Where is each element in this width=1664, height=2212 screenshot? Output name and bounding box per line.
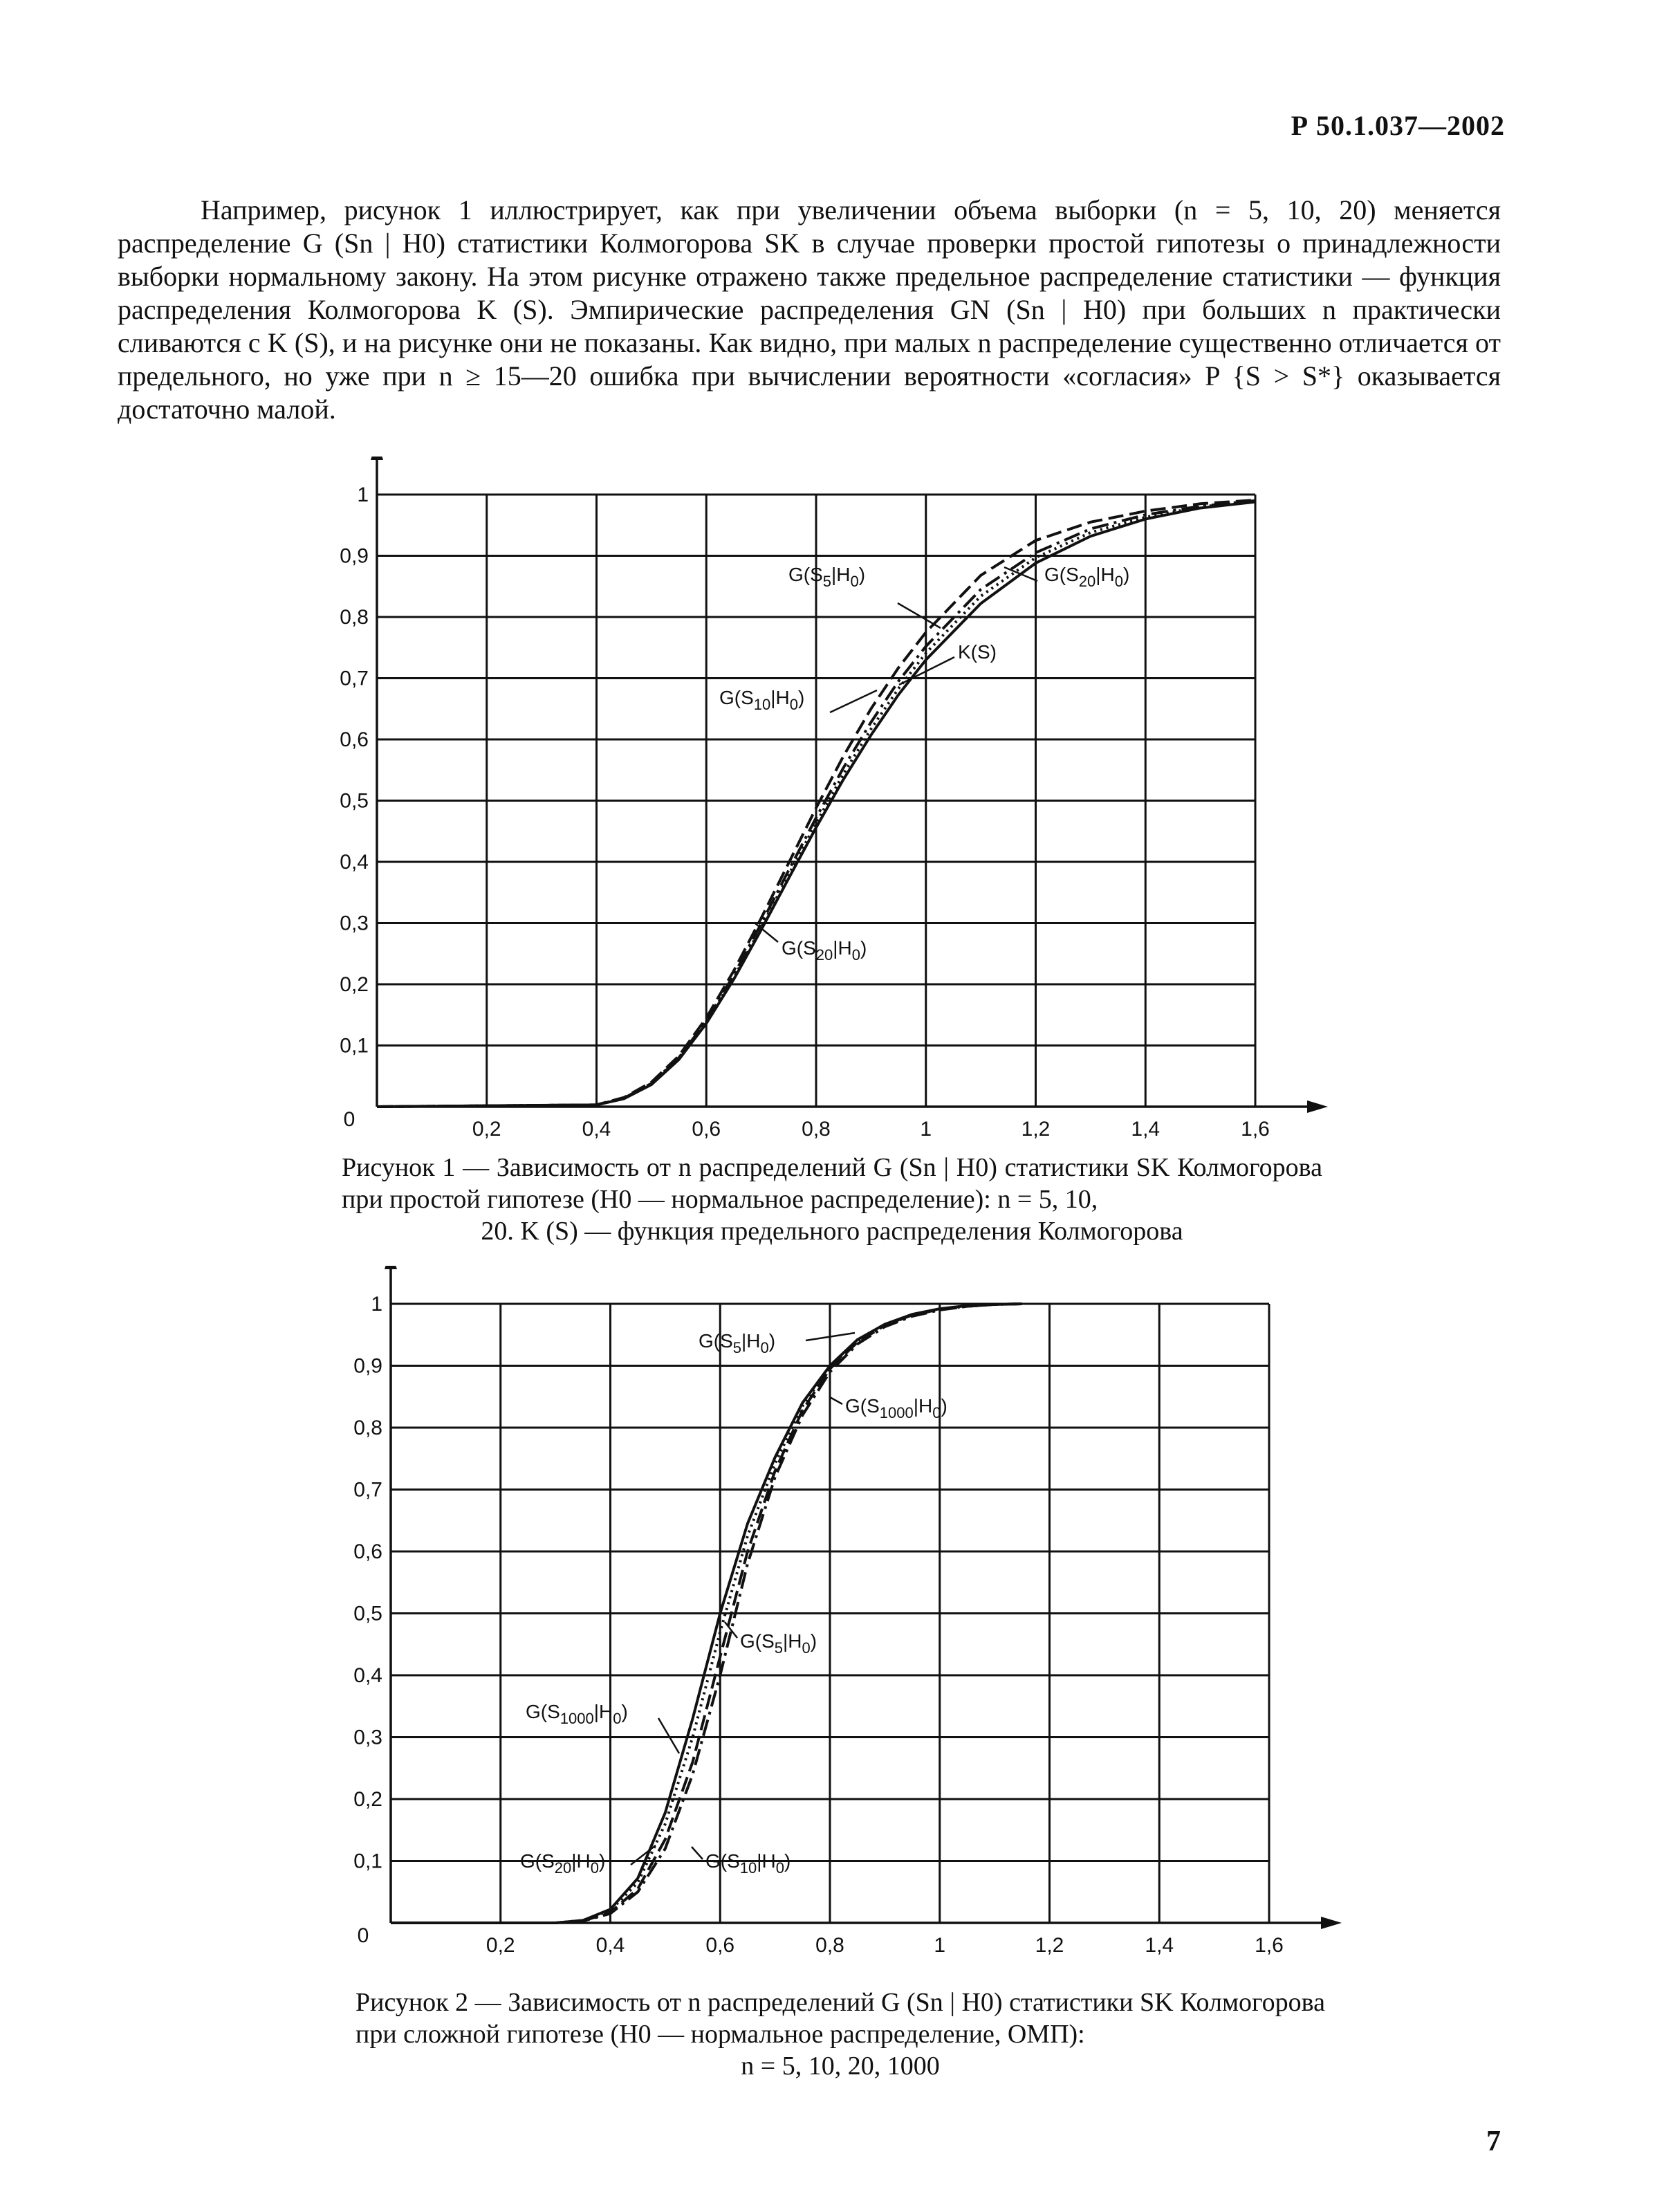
- y-tick-label: 0,7: [340, 667, 369, 690]
- y-tick-label: 0,9: [340, 544, 369, 568]
- intro-paragraph: [118, 194, 1501, 426]
- y-axis-arrow: [371, 457, 383, 460]
- x-tick-label: 0,8: [802, 1118, 831, 1141]
- figure-1-chart: [0, 457, 1664, 1148]
- y-axis-arrow: [385, 1266, 397, 1269]
- y-tick-label: 0,5: [353, 1602, 382, 1625]
- x-tick-label: 1,4: [1131, 1118, 1161, 1141]
- annotation-leader: [658, 1718, 679, 1753]
- x-tick-label: 0,4: [582, 1118, 611, 1141]
- y-tick-label: 0,5: [340, 789, 369, 813]
- y-tick-label: 1: [357, 483, 369, 506]
- annotation-label: $G(S_{20}|H_0)$: [1044, 564, 1130, 590]
- annotation-label: $G(S_{10}|H_0)$: [705, 1850, 791, 1877]
- x-tick-label: 1: [920, 1118, 932, 1141]
- x-tick-label: 0,6: [705, 1934, 735, 1957]
- annotation-label: $G(S_{20}|H_0)$: [520, 1850, 606, 1877]
- y-tick-label: 0,2: [353, 1788, 382, 1811]
- y-tick-label: 0,3: [353, 1726, 382, 1749]
- figure-2-chart: [0, 1266, 1664, 1971]
- x-tick-label: 1,6: [1255, 1934, 1284, 1957]
- origin-label: 0: [357, 1924, 369, 1947]
- annotation-label: $G(S_{10}|H_0)$: [719, 687, 805, 713]
- document-code: Р 50.1.037—2002: [1291, 110, 1505, 141]
- x-tick-label: 1,2: [1035, 1934, 1064, 1957]
- annotation-label: $G(S_5|H_0)$: [699, 1330, 776, 1356]
- y-tick-label: 0,3: [340, 912, 369, 935]
- y-tick-label: 0,1: [340, 1034, 369, 1058]
- intro-text: Например, рисунок 1 иллюстрирует, как при увеличении объема выборки (n = 5, 10, 20) меняется распределение G (Sn | H0) статистики Колмогорова SK в случае проверки простой гипотезы о принадлежности выборки нормальному закону. На этом рисунке отражено также предельное распределение статистики — функция распределения Колмогорова K (S). Эмпирические распределения GN (Sn | H0) при больших n практически сливаются с K (S), и на рисунке они не показаны. Как видно, при малых n распределение существенно отличается от предельного, но уже при n ≥ 15—20 ошибка при вычислении вероятности «согласия» P {S > S*} оказывается достаточно малой.: [118, 194, 1501, 425]
- origin-label: 0: [343, 1108, 355, 1131]
- annotation-label: K(S): [958, 641, 997, 663]
- x-tick-label: 1: [934, 1934, 946, 1957]
- x-tick-label: 0,8: [815, 1934, 844, 1957]
- y-tick-label: 0,1: [353, 1850, 382, 1873]
- x-tick-label: 0,4: [595, 1934, 625, 1957]
- x-axis-arrow: [1321, 1917, 1342, 1929]
- x-tick-label: 1,6: [1241, 1118, 1270, 1141]
- annotation-label: $G(S_5|H_0)$: [740, 1630, 817, 1657]
- x-tick-label: 1,2: [1021, 1118, 1051, 1141]
- figure-1-caption-line-2: 20. K (S) — функция предельного распределения Колмогорова: [481, 1217, 1183, 1246]
- y-tick-label: 0,8: [353, 1417, 382, 1439]
- annotation-leader: [898, 603, 941, 628]
- annotation-leader: [830, 1397, 842, 1404]
- figure-2-caption-line-1: Рисунок 2 — Зависимость от n распределений G (Sn | H0) статистики SK Колмогорова при сложной гипотезе (H0 — нормальное распределение, ОМП):: [355, 1988, 1325, 2049]
- x-tick-label: 0,2: [472, 1118, 501, 1141]
- x-tick-label: 0,6: [692, 1118, 721, 1141]
- y-tick-label: 0,4: [340, 851, 369, 874]
- annotation-leader: [1004, 567, 1037, 581]
- y-tick-label: 0,8: [340, 606, 369, 629]
- x-tick-label: 0,2: [486, 1934, 515, 1957]
- annotation-label: $G(S_{20}|H_0)$: [782, 937, 867, 964]
- figure-1-caption: [342, 1152, 1322, 1247]
- page-number: 7: [1486, 2126, 1501, 2157]
- annotation-label: $G(S_5|H_0)$: [788, 564, 866, 590]
- y-tick-label: 0,6: [353, 1540, 382, 1563]
- figure-2-caption: [355, 1987, 1325, 2082]
- annotation-label: $G(S_{1000}|H_0)$: [526, 1701, 628, 1727]
- y-tick-label: 1: [371, 1293, 382, 1316]
- y-tick-label: 0,2: [340, 973, 369, 996]
- y-tick-label: 0,4: [353, 1664, 382, 1687]
- annotation-label: $G(S_{1000}|H_0)$: [845, 1395, 947, 1421]
- figure-2-caption-line-2: n = 5, 10, 20, 1000: [741, 2052, 940, 2081]
- y-tick-label: 0,6: [340, 728, 369, 751]
- annotation-leader: [692, 1847, 703, 1859]
- y-tick-label: 0,7: [353, 1478, 382, 1502]
- figure-1-caption-line-1: Рисунок 1 — Зависимость от n распределений G (Sn | H0) статистики SK Колмогорова при простой гипотезе (H0 — нормальное распределение): n = 5, 10,: [342, 1153, 1322, 1214]
- y-tick-label: 0,9: [353, 1354, 382, 1378]
- x-tick-label: 1,4: [1145, 1934, 1174, 1957]
- x-axis-arrow: [1307, 1100, 1328, 1113]
